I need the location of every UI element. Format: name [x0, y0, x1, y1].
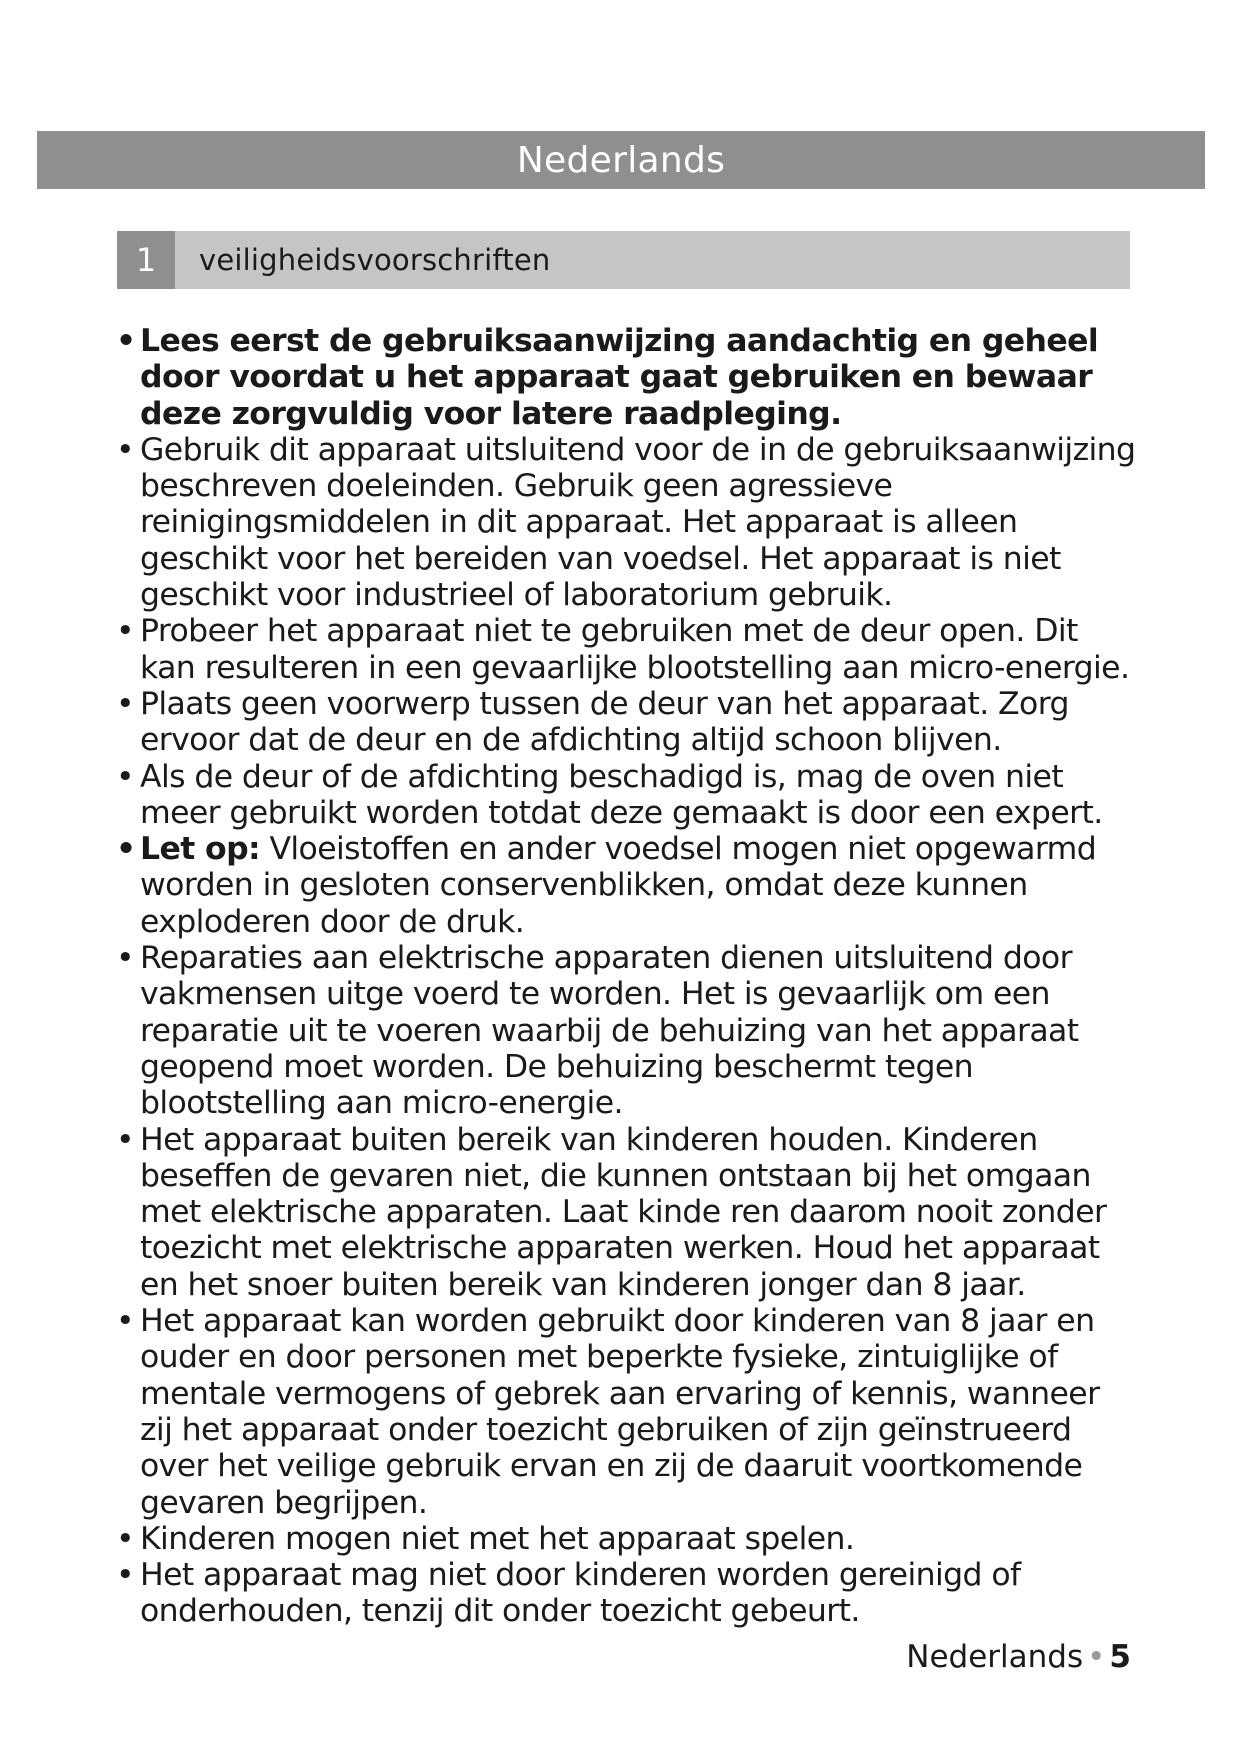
list-item: • Reparaties aan elektrische apparaten dienen uitsluitend door vakmensen uitge voerd te worden. Het is gevaarlijk om een reparatie uit te voeren waarbij de behuizing van het apparaat geopend moet worden. De behuizing beschermt tegen blootstelling aan micro-energie. — [116, 940, 1079, 1122]
list-item: • Als de deur of de afdichting beschadigd is, mag de oven niet meer gebruikt worden totdat deze gemaakt is door een expert. — [116, 758, 1103, 831]
list-item: • Let op: Vloeistoffen en ander voedsel mogen niet opgewarmd worden in gesloten conservenblikken, omdat deze kunnen exploderen door de druk. — [116, 831, 1097, 940]
section-number: 1 — [117, 231, 175, 289]
list-item: • Het apparaat buiten bereik van kinderen houden. Kinderen beseffen de gevaren niet, die kunnen ontstaan bij het omgaan met elektrische apparaten. Laat kinde ren daarom nooit zonder toezicht met elektrische apparaten werken. Houd het apparaat en het snoer buiten bereik van kinderen jonger dan 8 jaar. — [116, 1121, 1107, 1303]
page-footer — [906, 1639, 1131, 1675]
list-item: • Gebruik dit apparaat uitsluitend voor de in de gebruiksaanwijzing beschreven doeleinden. Gebruik geen agressieve reinigingsmiddelen in dit apparaat. Het apparaat is alleen geschikt voor het bereiden van voedsel. Het apparaat is niet geschikt voor industrieel of laboratorium gebruik. — [116, 431, 1136, 614]
list-item: • Plaats geen voorwerp tussen de deur van het apparaat. Zorg ervoor dat de deur en de afdichting altijd schoon blijven. — [116, 685, 1069, 759]
list-item: • Het apparaat kan worden gebruikt door kinderen van 8 jaar en ouder en door personen met beperkte fysieke, zintuiglijke of mentale vermogens of gebrek aan ervaring of kennis, wanneer zij het apparaat onder toezicht gebruiken of zijn geïnstrueerd over het veilige gebruik ervan en zij de daaruit voortkomende gevaren begrijpen. — [116, 1303, 1100, 1521]
bullet-icon: • — [116, 685, 134, 722]
list-item: • Probeer het apparaat niet te gebruiken met de deur open. Dit kan resulteren in een gevaarlijke blootstelling aan micro-energie. — [116, 613, 1130, 686]
bullet-icon: • — [116, 323, 136, 359]
section-header — [117, 231, 1130, 289]
safety-list — [116, 323, 1136, 1630]
language-banner — [37, 131, 1205, 189]
bullet-icon: • — [116, 831, 136, 868]
bullet-icon: • — [116, 1303, 134, 1340]
bullet-icon: • — [116, 1557, 134, 1594]
footer-language: Nederlands — [906, 1639, 1084, 1675]
page-number: 5 — [1109, 1639, 1131, 1675]
bullet-icon: • — [116, 1520, 134, 1557]
list-item: • Lees eerst de gebruiksaanwijzing aandachtig en geheel door voordat u het apparaat gaat gebruiken en bewaar deze zorgvuldig voor latere raadpleging. — [116, 323, 1099, 432]
bullet-icon: • — [116, 1121, 134, 1158]
list-item: • Het apparaat mag niet door kinderen worden gereinigd of onderhouden, tenzij dit onder toezicht gebeurt. — [116, 1557, 1021, 1630]
section-title: veiligheidsvoorschriften — [199, 243, 551, 277]
list-item: • Kinderen mogen niet met het apparaat spelen. — [116, 1520, 855, 1557]
bullet-icon: • — [116, 940, 134, 977]
bullet-icon: • — [116, 613, 134, 650]
language-title: Nederlands — [516, 139, 726, 181]
bullet-icon: • — [116, 431, 134, 468]
footer-separator: • — [1087, 1639, 1106, 1675]
bullet-icon: • — [116, 758, 134, 795]
